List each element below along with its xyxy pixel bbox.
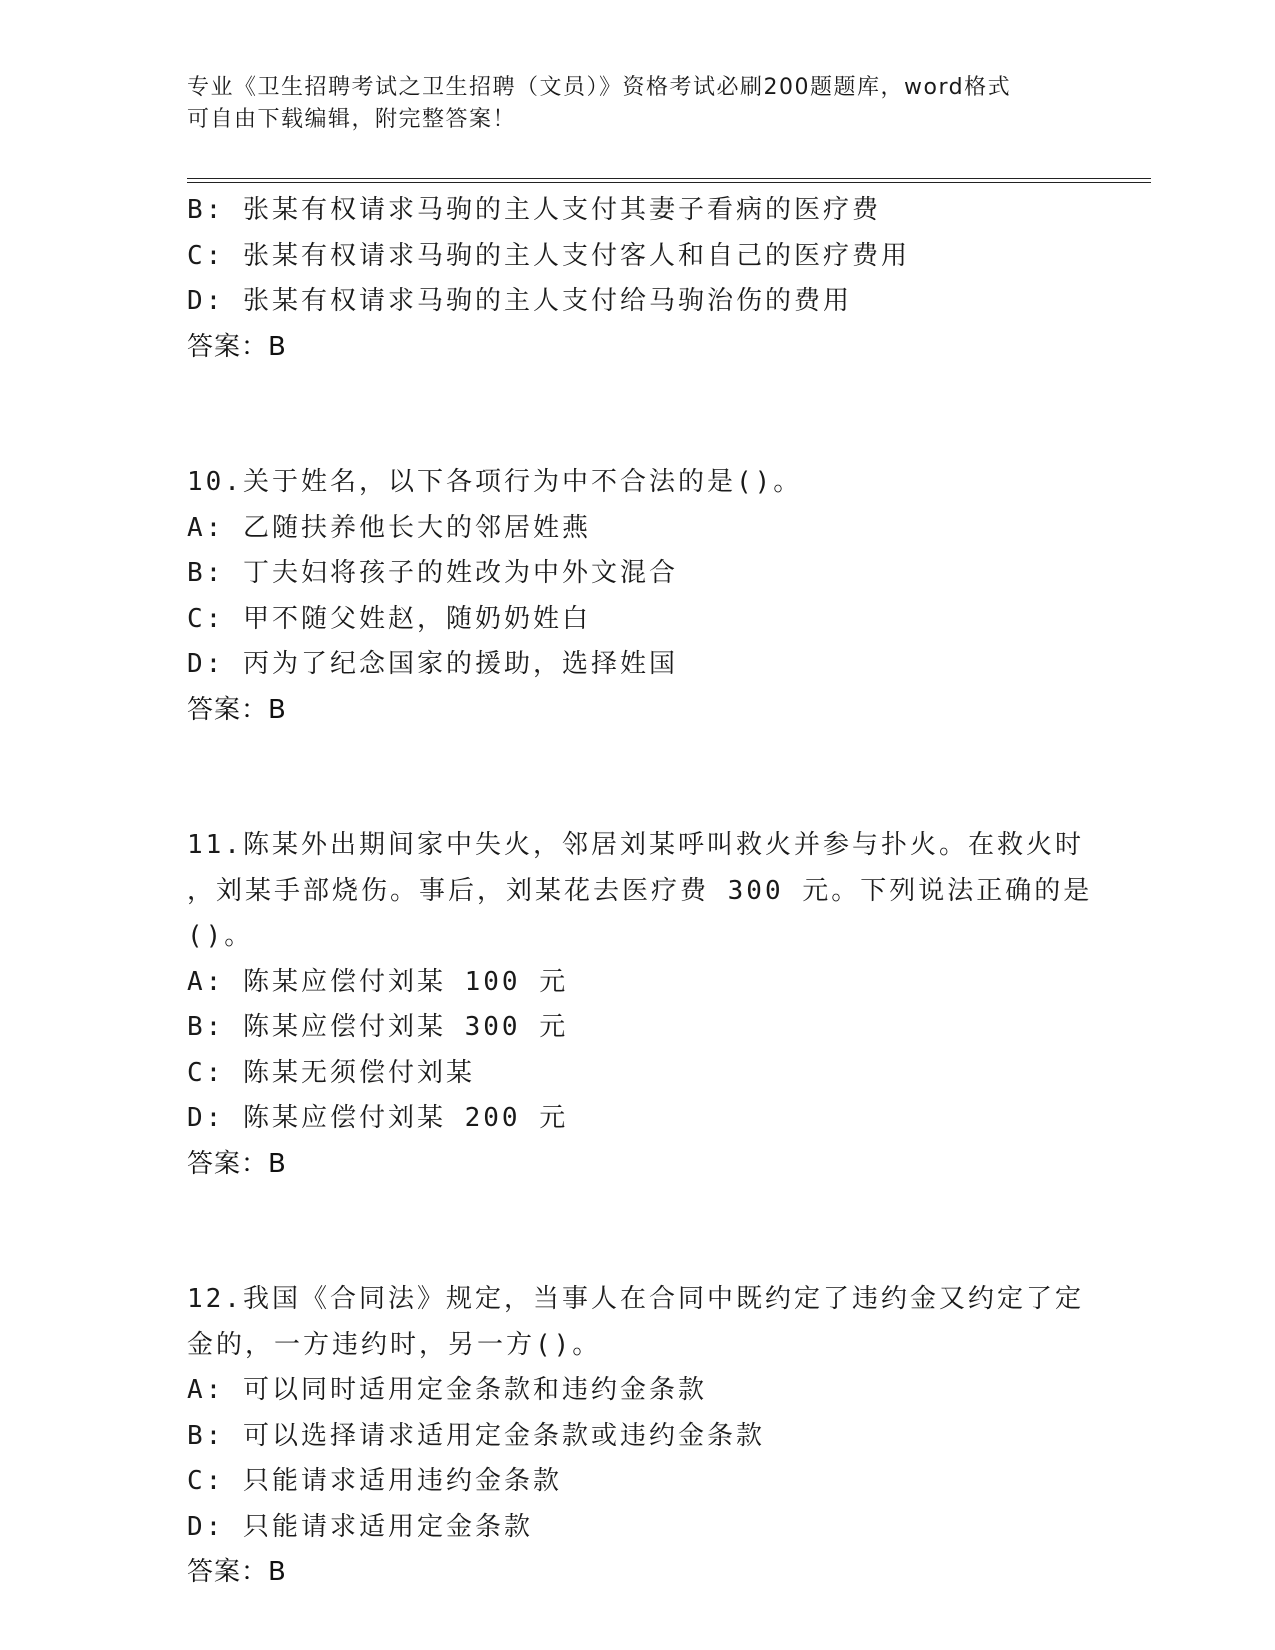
header-divider-top: [187, 178, 1151, 179]
document-header: [187, 72, 1087, 136]
option-b: B: 丁夫妇将孩子的姓改为中外文混合: [187, 558, 678, 588]
question-stem: 金的，一方违约时，另一方()。: [187, 1329, 602, 1360]
option-d: D: 只能请求适用定金条款: [187, 1511, 533, 1542]
option-b: B: 张某有权请求马驹的主人支付其妻子看病的医疗费: [187, 195, 881, 225]
option-d: D: 张某有权请求马驹的主人支付给马驹治伤的费用: [187, 286, 852, 316]
question-12: [187, 1277, 1087, 1596]
option-a: A: 乙随扶养他长大的邻居姓燕: [187, 512, 591, 543]
option-c: C: 只能请求适用违约金条款: [187, 1466, 562, 1496]
question-stem: 12.我国《合同法》规定，当事人在合同中既约定了违约金又约定了定: [187, 1284, 1084, 1314]
header-line-2: 可自由下载编辑，附完整答案！: [187, 107, 517, 132]
question-stem: ()。: [187, 921, 254, 951]
answer-line: 答案：B: [187, 331, 287, 362]
header-line-1: 专业《卫生招聘考试之卫生招聘（文员）》资格考试必刷200题题库，word格式: [187, 75, 1012, 100]
option-d: D: 丙为了纪念国家的援助，选择姓国: [187, 649, 678, 679]
answer-line: 答案：B: [187, 1557, 287, 1587]
option-d: D: 陈某应偿付刘某 200 元: [187, 1103, 569, 1133]
option-a: A: 可以同时适用定金条款和违约金条款: [187, 1375, 707, 1405]
option-a: A: 陈某应偿付刘某 100 元: [187, 966, 569, 997]
answer-line: 答案：B: [187, 1148, 287, 1179]
header-divider-bottom: [187, 182, 1151, 183]
option-b: B: 可以选择请求适用定金条款或违约金条款: [187, 1420, 765, 1451]
question-stem: 11.陈某外出期间家中失火，邻居刘某呼叫救火并参与扑火。在救火时: [187, 830, 1084, 860]
question-list: [187, 188, 1093, 1596]
question-10: [187, 460, 1087, 733]
option-c: C: 甲不随父姓赵，随奶奶姓白: [187, 603, 591, 634]
option-b: B: 陈某应偿付刘某 300 元: [187, 1012, 569, 1042]
question-stem: 10.关于姓名，以下各项行为中不合法的是()。: [187, 467, 803, 497]
option-c: C: 张某有权请求马驹的主人支付客人和自己的医疗费用: [187, 240, 910, 271]
option-c: C: 陈某无须偿付刘某: [187, 1057, 475, 1088]
question-11: [187, 823, 1093, 1187]
question-9-continued: [187, 188, 1087, 370]
answer-line: 答案：B: [187, 694, 287, 725]
question-stem: ，刘某手部烧伤。事后，刘某花去医疗费 300 元。下列说法正确的是: [187, 875, 1093, 906]
